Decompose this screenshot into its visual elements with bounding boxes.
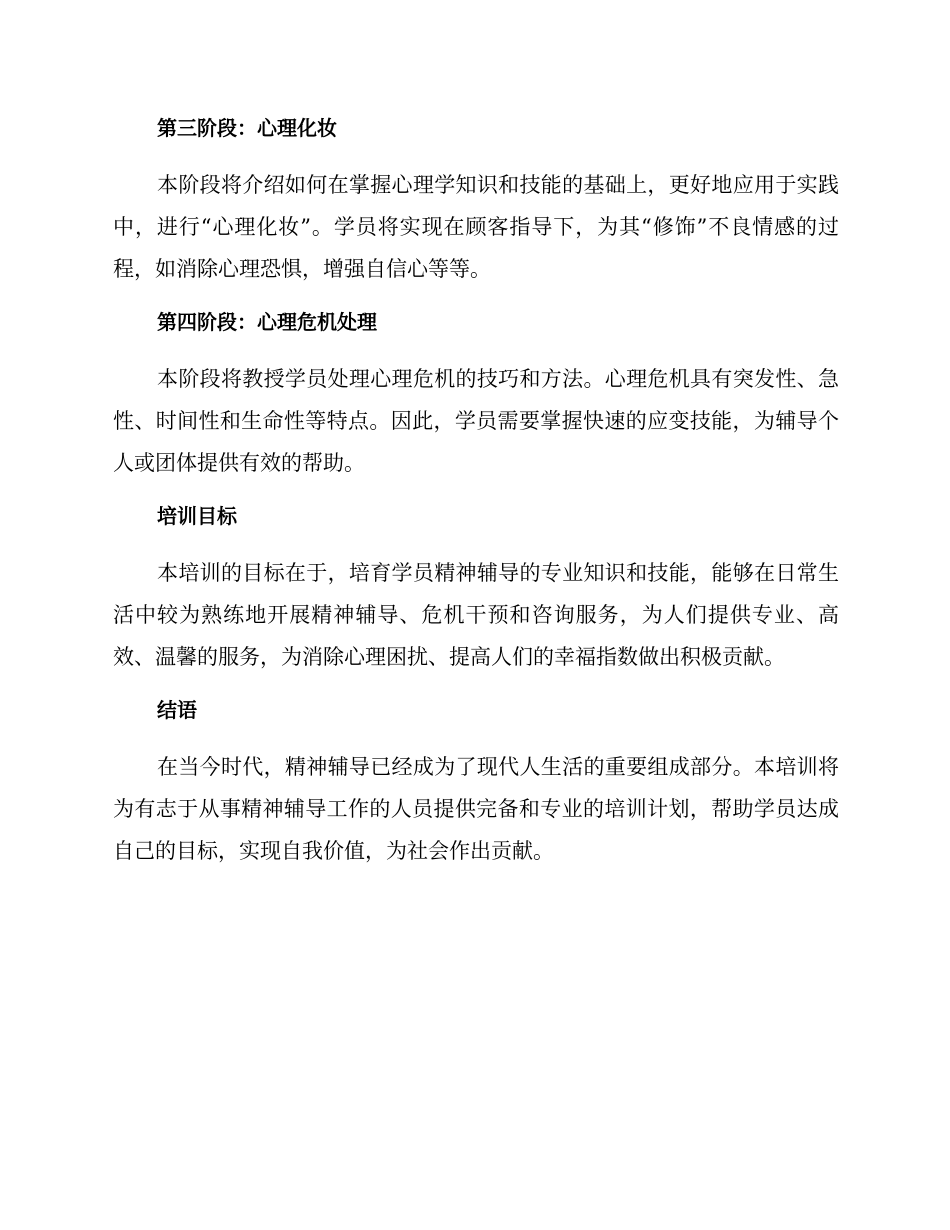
section-heading-training-goals: 培训目标 (157, 504, 237, 528)
section-heading-stage-three: 第三阶段：心理化妆 (157, 116, 337, 140)
section-paragraph-conclusion: 在当今时代，精神辅导已经成为了现代人生活的重要组成部分。本培训将为有志于从事精神辅导工作的人员提供完备和专业的培训计划，帮助学员达成自己的目标，实现自我价值，为社会作出贡献。 (113, 755, 839, 863)
section-heading-conclusion: 结语 (157, 698, 197, 722)
section-paragraph-stage-four: 本阶段将教授学员处理心理危机的技巧和方法。心理危机具有突发性、急性、时间性和生命性等特点。因此，学员需要掌握快速的应变技能，为辅导个人或团体提供有效的帮助。 (113, 367, 839, 475)
section-paragraph-training-goals: 本培训的目标在于，培育学员精神辅导的专业知识和技能，能够在日常生活中较为熟练地开展精神辅导、危机干预和咨询服务，为人们提供专业、高效、温馨的服务，为消除心理困扰、提高人们的幸福指数做出积极贡献。 (113, 561, 839, 669)
document-page (113, 108, 839, 872)
section-heading-stage-four: 第四阶段：心理危机处理 (157, 310, 377, 334)
section-paragraph-stage-three: 本阶段将介绍如何在掌握心理学知识和技能的基础上，更好地应用于实践中，进行“心理化妆”。学员将实现在顾客指导下，为其“修饰”不良情感的过程，如消除心理恐惧，增强自信心等等。 (113, 173, 839, 281)
